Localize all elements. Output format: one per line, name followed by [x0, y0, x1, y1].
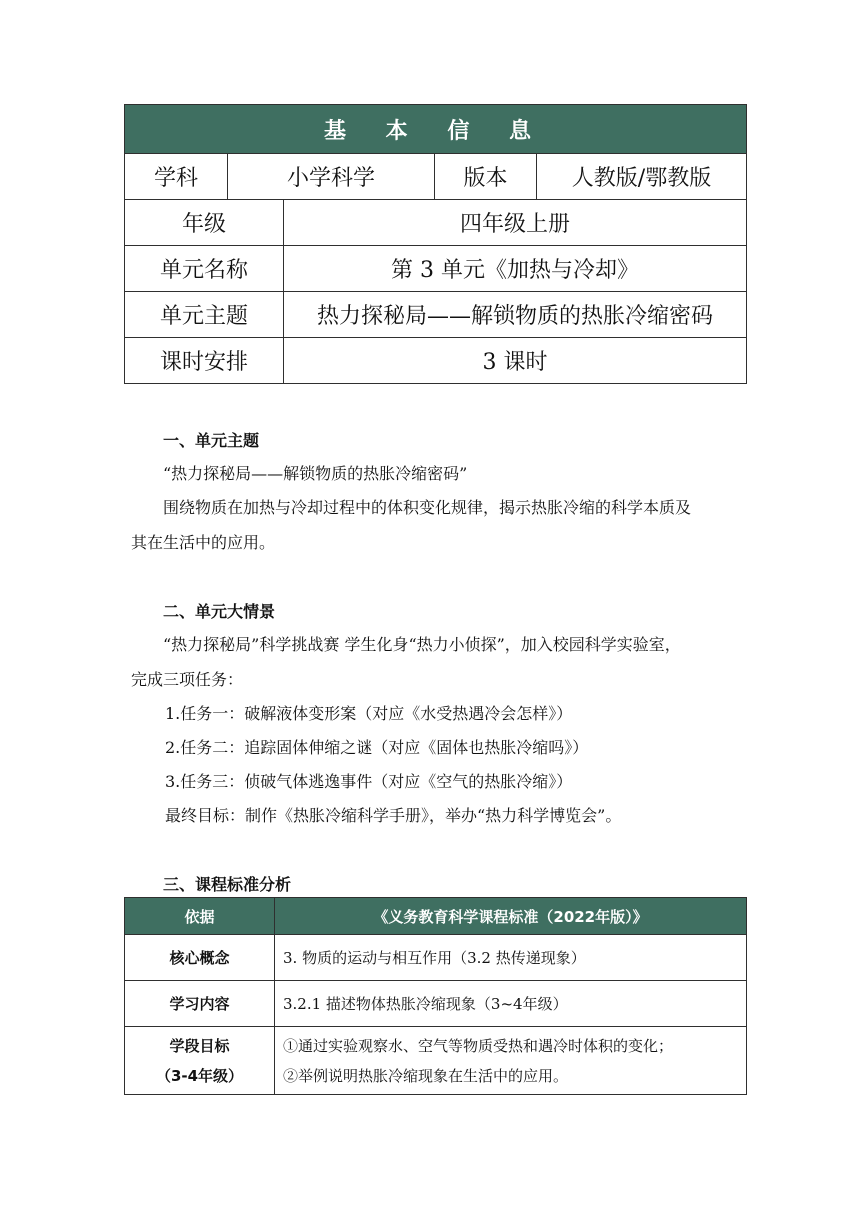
final-goal: 最终目标：制作《热胀冷缩科学手册》，举办“热力科学博览会”。	[165, 806, 622, 825]
stage-goal-item: ②举例说明热胀冷缩现象在生活中的应用。	[283, 1066, 569, 1085]
section2-line1: “热力探秘局”科学挑战赛 学生化身“热力小侦探”，加入校园科学实验室，	[163, 635, 681, 654]
unit-theme-value: 热力探秘局——解锁物质的热胀冷缩密码	[284, 292, 747, 338]
stage-goal-item: ①通过实验观察水、空气等物质受热和遇冷时体积的变化；	[283, 1036, 674, 1055]
basic-info-table	[124, 104, 747, 384]
section2-line2: 完成三项任务：	[131, 670, 244, 689]
section1-quote: “热力探秘局——解锁物质的热胀冷缩密码”	[163, 464, 468, 483]
unit-name-value: 第 3 单元《加热与冷却》	[284, 246, 747, 292]
section1-title: 一、单元主题	[163, 431, 260, 450]
stage-goal-label-line1: 学段目标	[169, 1036, 230, 1055]
section1-paragraph-line2: 其在生活中的应用。	[131, 533, 276, 552]
unit-name-label: 单元名称	[125, 246, 284, 292]
schedule-label: 课时安排	[125, 338, 284, 384]
curriculum-standard-table	[124, 897, 747, 1095]
subject-value: 小学科学	[228, 154, 435, 200]
learning-content-label: 学习内容	[125, 981, 275, 1027]
task-item: 1.任务一：破解液体变形案（对应《水受热遇冷会怎样》）	[165, 704, 573, 723]
info-table-title: 基 本 信 息	[125, 105, 747, 154]
section3-title: 三、课程标准分析	[163, 875, 292, 894]
std-header-standard: 《义务教育科学课程标准（2022年版）》	[275, 898, 747, 935]
section1-paragraph-line1: 围绕物质在加热与冷却过程中的体积变化规律，揭示热胀冷缩的科学本质及	[163, 498, 692, 517]
edition-value: 人教版/鄂教版	[537, 154, 747, 200]
grade-value: 四年级上册	[284, 200, 747, 246]
grade-label: 年级	[125, 200, 284, 246]
stage-goal-label-line2: （3-4年级）	[155, 1066, 244, 1085]
task-item: 2.任务二：追踪固体伸缩之谜（对应《固体也热胀冷缩吗》）	[165, 738, 589, 757]
std-header-basis: 依据	[125, 898, 275, 935]
stage-goal-label	[125, 1027, 275, 1095]
section2-title: 二、单元大情景	[163, 602, 276, 621]
core-concept-label: 核心概念	[125, 935, 275, 981]
task-item: 3.任务三：侦破气体逃逸事件（对应《空气的热胀冷缩》）	[165, 772, 573, 791]
edition-label: 版本	[435, 154, 537, 200]
learning-content-content: 3.2.1 描述物体热胀冷缩现象（3~4年级）	[275, 981, 747, 1027]
subject-label: 学科	[125, 154, 228, 200]
unit-theme-label: 单元主题	[125, 292, 284, 338]
core-concept-content: 3. 物质的运动与相互作用（3.2 热传递现象）	[275, 935, 747, 981]
schedule-value: 3 课时	[284, 338, 747, 384]
stage-goal-content	[275, 1027, 747, 1095]
